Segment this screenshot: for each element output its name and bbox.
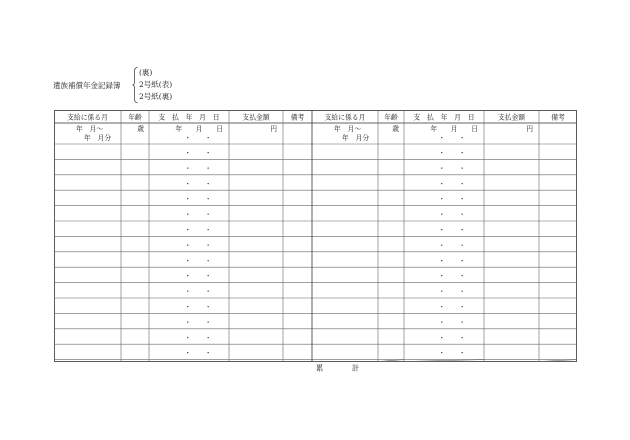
date-dots: ・ ・ bbox=[184, 256, 212, 265]
date-dots: ・ ・ bbox=[184, 149, 212, 157]
amount-unit: 円 bbox=[526, 125, 533, 133]
date-dots: ・ ・ bbox=[184, 179, 212, 188]
date-dots: ・ ・ bbox=[184, 195, 212, 204]
date-dots: ・ ・ bbox=[438, 210, 466, 219]
date-dots: ・ ・ bbox=[438, 349, 466, 358]
subtitle-back: (裏) bbox=[139, 68, 153, 77]
total-label: 累 計 bbox=[316, 363, 360, 373]
date-dots: ・ ・ bbox=[438, 226, 466, 234]
date-dots: ・ ・ bbox=[184, 349, 212, 358]
column-header: 備考 bbox=[290, 113, 305, 122]
column-header: 支給に係る月 bbox=[67, 113, 108, 122]
date-dots: ・ ・ bbox=[438, 179, 466, 188]
ledger-table bbox=[54, 110, 578, 373]
column-header: 年齢 bbox=[384, 113, 398, 122]
amount-unit: 円 bbox=[270, 125, 277, 133]
month-range-end: 年 月分 bbox=[84, 134, 112, 142]
date-dots: ・ ・ bbox=[184, 241, 212, 250]
date-dots: ・ ・ bbox=[438, 164, 466, 173]
column-header: 支払金額 bbox=[497, 113, 526, 122]
column-header: 年齢 bbox=[128, 113, 142, 122]
date-dots: ・ ・ bbox=[438, 287, 466, 296]
date-dots: ・ ・ bbox=[438, 318, 466, 327]
date-dots: ・ ・ bbox=[184, 318, 212, 327]
month-range-start: 年 月～ bbox=[76, 125, 104, 133]
date-dots: ・ ・ bbox=[184, 303, 212, 311]
date-units: 年 月 日 bbox=[430, 125, 478, 133]
month-range-end: 年 月分 bbox=[342, 134, 370, 142]
date-dots: ・ ・ bbox=[438, 333, 466, 342]
column-header: 支給に係る月 bbox=[324, 113, 366, 122]
date-dots: ・ ・ bbox=[438, 303, 466, 311]
date-units: 年 月 日 bbox=[175, 125, 223, 133]
date-dots: ・ ・ bbox=[184, 164, 212, 173]
column-header: 備考 bbox=[551, 113, 565, 122]
date-dots: ・ ・ bbox=[184, 134, 212, 142]
age-unit: 歳 bbox=[392, 125, 399, 133]
subtitle-sheet2-back: 2号紙(裏) bbox=[139, 92, 173, 101]
date-dots: ・ ・ bbox=[438, 256, 466, 265]
date-dots: ・ ・ bbox=[438, 241, 466, 250]
date-dots: ・ ・ bbox=[184, 333, 212, 342]
date-dots: ・ ・ bbox=[438, 195, 466, 204]
date-dots: ・ ・ bbox=[438, 149, 466, 157]
column-header: 支 払 年 月 日 bbox=[158, 113, 220, 122]
date-dots: ・ ・ bbox=[438, 134, 466, 142]
age-unit: 歳 bbox=[137, 125, 144, 133]
brace-bracket bbox=[132, 67, 138, 103]
form-title: 遺族補償年金記録簿 bbox=[53, 81, 121, 90]
date-dots: ・ ・ bbox=[184, 287, 212, 296]
column-header: 支払金額 bbox=[242, 113, 270, 122]
month-range-start: 年 月～ bbox=[334, 125, 362, 133]
date-dots: ・ ・ bbox=[184, 210, 212, 219]
table-frame bbox=[55, 111, 577, 362]
column-header: 支 払 年 月 日 bbox=[413, 113, 475, 122]
date-dots: ・ ・ bbox=[184, 226, 212, 234]
date-dots: ・ ・ bbox=[184, 272, 212, 281]
date-dots: ・ ・ bbox=[438, 272, 466, 281]
subtitle-sheet2-front: 2号紙(表) bbox=[139, 80, 173, 89]
